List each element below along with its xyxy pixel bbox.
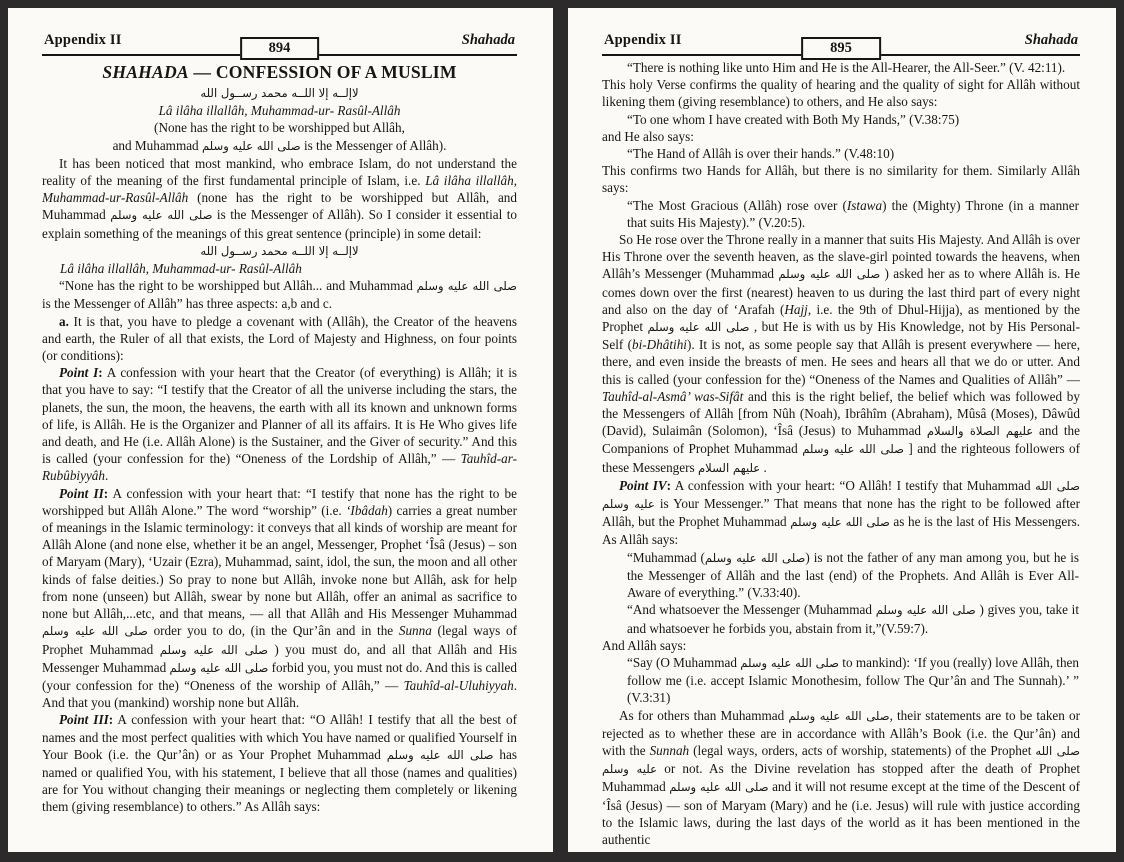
text-run: — CONFESSION OF A MUSLIM [188,62,457,82]
text-run: ‘Ibâdah [346,502,388,518]
text-run: ) you must do, and all that Allâh and His Messenger Muhammad [42,641,517,675]
header-chapter-title: Shahada [1024,32,1078,48]
paragraph [42,155,517,242]
text-run: a. [59,313,69,329]
arabic-honorific-text: عليه وسلم [802,442,855,457]
translation-line [42,119,517,136]
text-run: A confession with your heart that: “O Allâh! I testify that all the best of names and the most perfect qualities with which You have named or qualified Yourself in Your Book (i.e. the Qur’ân) or as Your Prophet Muhammad [42,712,517,762]
arabic-honorific-text: صلى الله عليه وسلم [110,208,213,223]
paragraph [42,313,517,365]
text-run: ) gives you, take it and whatsoever he forbids you, abstain from it,”(V.59:7). [627,602,1079,636]
text-run: Tauhîd-ar-Rubûbiyyâh [42,451,517,484]
text-run: ) carries a great number of meanings in the Islamic terminology: it conveys that all kinds of worship are meant for Allâh Alone (and none else, whether it be an angel, Messenger, Prophet ‘Îsâ (Jesus) – son of Maryam (Mary), ‘Uzair (Ezra), Muhammad, saint, idol, the sun, the moon and all other kinds of false deities.) So pray to none but Allâh, invoke none but Allâh, ask for help from none (unseen) but Allâh, swear by none but Allâh, offer an animal as sacrifice to none but Allâh,...etc, and that means, — all that Allâh and His Messenger Muhammad [42,502,517,622]
text-run: “Say (O Muhammad [627,654,741,670]
arabic-honorific-text: صلى الله عليه وسلم [704,550,806,565]
text-run: ) the (Mighty) Throne (in a manner that suits His Majesty).” (V.20:5). [627,197,1080,230]
text-run: It is that, you have to pledge a covenant with (Allâh), the Creator of the heavens and earth, the Ruler of all that exists, the Lord of Majesty and Highness, on four points (or conditions): [42,313,517,364]
arabic-honorific-text: صلى الله عليه وسلم [778,267,881,282]
text-run: “And whatsoever the Messenger (Muhammad [627,602,876,618]
text-run: Istawa [846,197,883,213]
transliteration-line [42,260,517,277]
paragraph [602,707,1080,849]
book-page-894 [8,8,553,852]
text-run: “None has the right to be worshipped but Allâh... and Muhammad [59,278,417,294]
text-run: This holy Verse confirms the quality of hearing and the quality of sight for Allâh without likening them (giving resemblance) to others, and He also says: [602,77,1080,110]
transliteration-line [42,102,517,119]
page-header [42,14,517,56]
text-run: (None has the right to be worshipped but Allâh, [154,120,405,136]
arabic-honorific-text: صلى الله عليه وسلم [42,624,148,639]
text-run: , their statements are to be taken or rejected as to whether these are in accordance with Allâh’s Book (i.e. the Qur’ân) and with the [602,707,1080,758]
arabic-honorific-text: صلى الله عليه وسلم [159,642,268,657]
text-run: ] and the righteous followers of these Messengers [602,441,1080,475]
text-run: . And that you (mankind) worship none but Allâh. [42,677,517,711]
paragraph [42,277,517,312]
text-run: to mankind): ‘If you (really) love Allâh, then follow me (i.e. accept Islamic Monothesim, follow The Qur’ân and The Sunnah).’ ” (V.3:31) [627,654,1080,706]
arabic-line [42,84,517,102]
arabic-honorific-text: صلى الله عليه وسلم [788,708,890,723]
paragraph [42,711,517,815]
page-content [602,56,1080,851]
arabic-honorific-text: صلى الله [858,442,904,457]
text-run: “The Hand of Allâh is over their hands.” (V.48:10) [627,146,895,162]
text-run: “There is nothing like unto Him and He is the All-Hearer, the All-Seer.” (V. 42:11). [627,60,1066,75]
text-run: is Your Messenger.” That means that none has the right to be followed after Allâh, but the Prophet Muhammad [602,496,1080,530]
text-run: , but He is with us by His Knowledge, not by His Personal-Self ( [602,319,1080,353]
text-run: and the Companions of Prophet Muhammad [602,423,1080,457]
text-run: “The Most Gracious (Allâh) rose over ( [627,197,847,213]
quran-quote [627,549,1079,602]
text-run: Point III [59,712,109,728]
paragraph [602,477,1080,549]
quran-quote [627,601,1079,636]
text-run: as he is the last of His Messengers. As Allâh says: [602,514,1080,548]
text-run: : [108,712,114,728]
text-run: : [666,477,672,493]
text-run: , i.e. the 9th of Dhul-Hijja), as mentioned by the Prophet [602,301,1080,335]
arabic-honorific-text: عليهم الصلاة والسلام [926,424,1034,439]
text-run: has named or qualified You, with his statement, I believe that all those (names and qualities) are for You without changing their meanings or neglecting them completely or likening them (giving resemblance) to others.” As Allâh says: [42,746,517,815]
text-run: Lâ ilâha illallâh, Muhammad-ur- Rasûl-Allâh [60,261,302,277]
arabic-honorific-text: صلى الله عليه وسلم [201,138,301,153]
page-number-box: 895 [801,37,881,61]
paragraph [602,162,1080,196]
text-run: and Muhammad [112,137,202,153]
text-run: is the Messenger of Allâh). So I consider it essential to explain something of the meanings of this great sentence (principle) in some detail: [42,207,517,241]
arabic-honorific-text: صلى الله عليه وسلم [647,320,750,335]
text-run: is the Messenger of Allâh). [300,137,447,153]
text-run: Lâ ilâha illallâh, Muhammad-ur-Rasûl-Allâh [42,173,517,206]
arabic-honorific-text: صلى الله عليه وسلم [602,478,1080,512]
section-title [42,61,517,83]
quran-quote [627,145,1079,162]
text-run: and this is the right belief, the belief which was followed by the Messengers of Allâh [from Nûh (Noah), Ibrâhîm (Abraham), Mûsâ (Moses), Dâwûd (David), Sulaimân (Solomon), ‘Îsâ (Jesus) to Muhammad [602,388,1080,439]
arabic-honorific-text: صلى الله عليه وسلم [416,279,517,294]
page-header [602,14,1080,56]
book-page-895 [568,8,1116,852]
text-run: It has been noticed that most mankind, who embrace Islam, do not understand the reality of the meaning of the first fundamental principle of Islam, i.e. [42,155,517,189]
header-chapter-title: Shahada [461,32,515,48]
text-run: And Allâh says: [602,637,687,653]
text-run: is the Messenger of Allâh” has three aspects: a,b and c. [42,296,333,312]
text-run: and He also says: [602,128,694,144]
paragraph [42,364,517,484]
quran-quote [627,197,1079,231]
text-run: “To one whom I have created with Both My Hands,” (V.38:75) [627,111,960,127]
text-run: “Muhammad ( [627,549,705,565]
text-run: Tauhîd-al-Asmâ’ was-Sifât [602,388,744,404]
text-run: A confession with your heart: “O Allâh! I testify that Muhammad [671,477,1035,493]
arabic-honorific-text: صلى الله عليه وسلم [790,515,890,530]
text-run: SHAHADA [102,62,189,82]
paragraph [602,637,1080,654]
arabic-honorific-text: صلى الله عليه وسلم [875,603,976,618]
text-run: bi-Dhâtihi [632,337,687,353]
quran-quote [627,654,1079,707]
arabic-honorific-text: عليهم السلام [697,460,761,475]
text-run: Sunna [398,623,432,639]
header-section-title: Appendix II [44,32,122,48]
text-run: This confirms two Hands for Allâh, but there is no similarity for them. Similarly Allâh says: [602,163,1080,196]
text-run: A confession with your heart that: “I testify that none has the right to be worshipped but Allâh Alone.” The word “worship” (i.e. [42,485,517,518]
text-run: (legal ways, orders, acts of worship, statements) of the Prophet [689,742,1036,758]
page-content [42,56,517,851]
text-run: So He rose over the Throne really in a manner that suits His Majesty. And Allâh is over His Throne over the seventh heaven, as the slave-girl pointed towards the heavens, when Allâh’s Messenger (Muhammad [602,232,1080,282]
quran-quote [627,59,1079,76]
text-run: (none has the right to be worshipped but Allâh, and Muhammad [42,190,517,223]
arabic-honorific-text: صلى الله عليه وسلم [386,747,494,762]
text-run: Tauhîd-al-Uluhiyyah [403,677,514,693]
text-run: or not. As the Divine revelation has stopped after the death of Prophet Muhammad [602,761,1080,795]
text-run: (legal ways of Prophet Muhammad [42,623,517,657]
text-run: Hajj [784,301,808,317]
paragraph [602,128,1080,145]
text-run: Point II [59,485,104,501]
text-run: . [105,468,109,484]
text-run: Lâ ilâha illallâh, Muhammad-ur- Rasûl-Allâh [158,103,401,119]
paragraph [42,485,517,712]
text-run: As for others than Muhammad [619,707,789,723]
text-run: ). It is not, as some people say that Allâh is present everywhere — here, there, and even inside the breasts of men. He sees and hears all that we do or utter. And this is called (your confession for the) “Oneness of the Names and Qualities of Allâh” — [602,337,1080,387]
arabic-honorific-text: لاإلــه إلا اللــه محمد رســول الله [200,86,359,100]
text-run: and it will not resume except at the time of the Descent of ‘Îsâ (Jesus) — son of Maryam (Mary) and he (i.e. Jesus) will rule with justice according to the Islamic laws, during the last days of the world as it has been mentioned in the authentic [602,779,1080,847]
paragraph [602,76,1080,110]
quran-quote [627,111,1079,128]
header-section-title: Appendix II [604,32,682,48]
arabic-honorific-text: صلى الله عليه وسلم [169,660,269,675]
arabic-honorific-text: صلى الله عليه وسلم [602,743,1080,777]
text-run: : [103,485,109,501]
page-number-box: 894 [240,37,320,61]
text-run: Point I [59,365,99,381]
arabic-honorific-text: صلى الله عليه وسلم [669,780,769,795]
text-run: A confession with your heart that the Creator (of everything) is Allâh; it is that you have to say: “I testify that the Creator of all the universe including the stars, the planets, the sun, the moon, the heavens, the earth with all its known and unknown forms of life, is Allâh. He is the Organizer and Planner of all its affairs. It is He Who gives life and death, and He (i.e. Allâh Alone) is the Sustainer, and the Giver of security.” And this is called (your confession for the) “Oneness of the Lordship of Allâh,” — [42,365,517,467]
translation-line [42,137,517,155]
text-run: Sunnah [649,742,690,758]
arabic-honorific-text: صلى الله عليه وسلم [740,655,839,670]
text-run: ) asked her as to where Allâh is. He comes down over the first (nearest) heaven to us during the last third part of every night and also on the day of ‘Arafah ( [602,266,1080,317]
arabic-honorific-text: لاإلــه إلا اللــه محمد رســول الله [200,243,359,258]
paragraph [602,231,1080,477]
text-run: Point IV [619,477,667,493]
text-run: : [98,365,103,381]
text-run: forbid you, you must not do. And this is called (your confession for the) “Oneness of the worship of Allâh,” — [42,659,517,693]
text-run: ) is not the father of any man among you, but he is the Messenger of Allâh and the last (end) of the Prophets. And Allâh is Ever All-Aware of everything.” (V.33:40). [627,549,1079,601]
arabic-line [42,242,517,260]
text-run: . [760,459,767,475]
text-run: order you to do, (in the Qur’ân and in the [147,623,399,639]
